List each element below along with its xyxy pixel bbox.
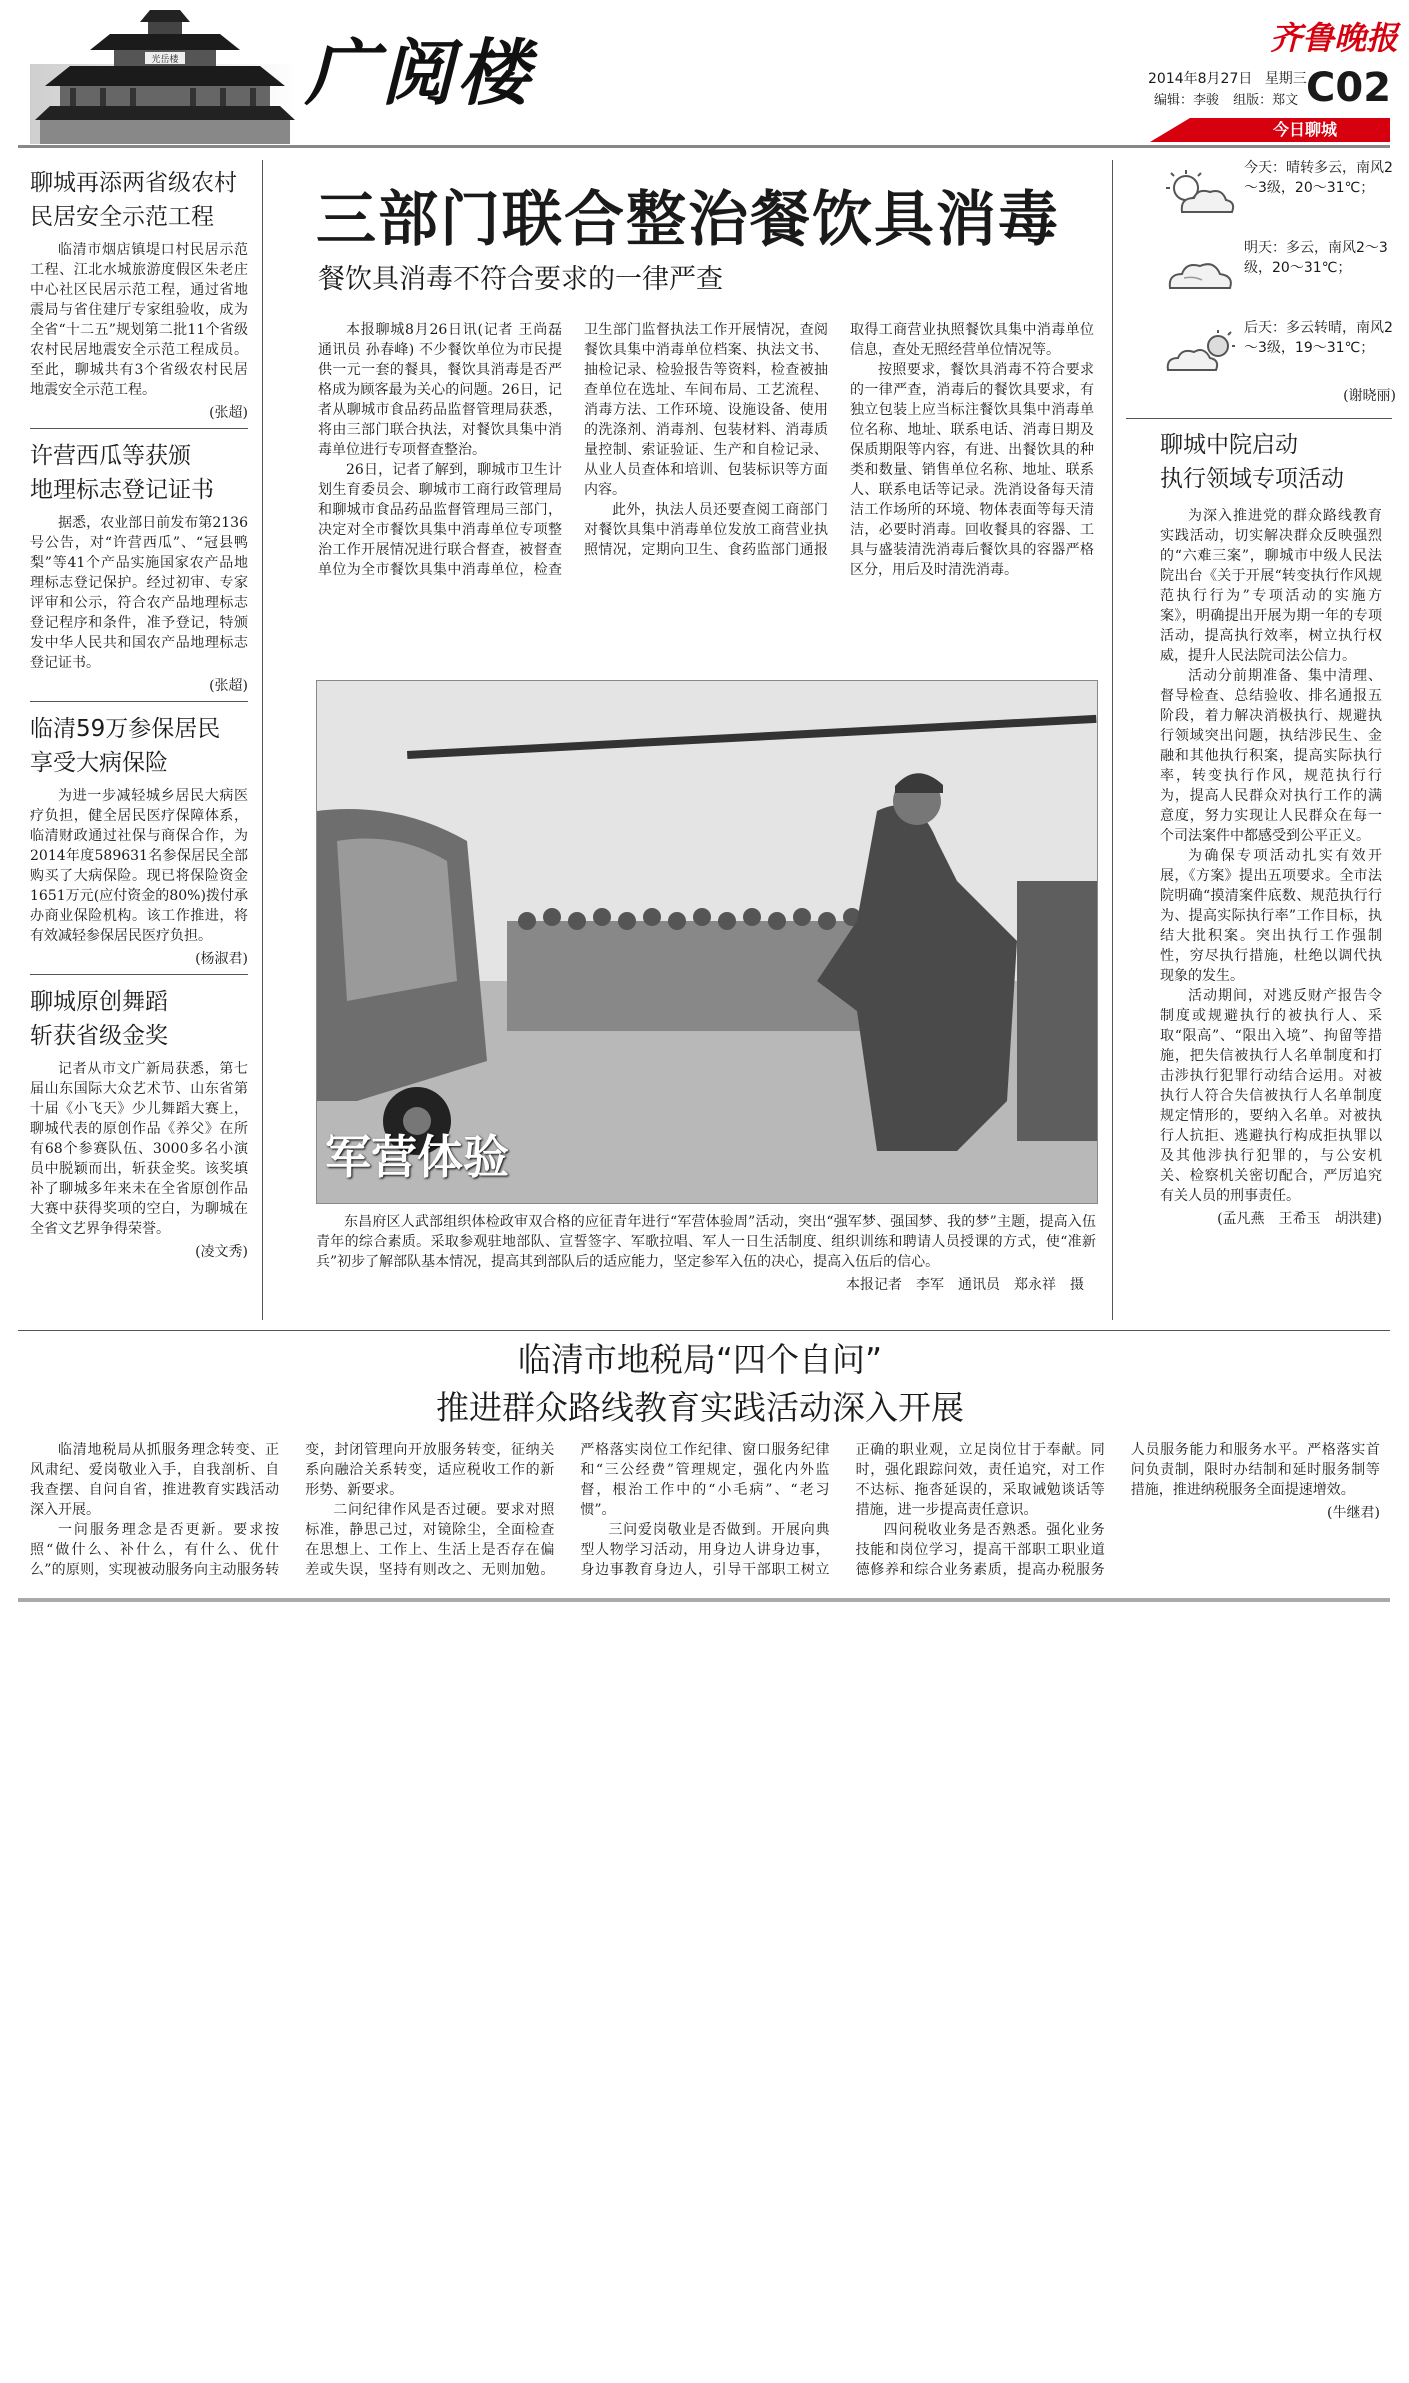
page-number: C02 (1306, 65, 1392, 111)
right-paragraph: 活动分前期准备、集中清理、督导检查、总结验收、排名通报五阶段，着力解决消极执行、规避执行领域突出问题，执结涉民生、金融和其他执行积案，提高实际执行率，转变执行作风，规范执行行为，提高人民群众对执行工作的满意度，努力实现让人民群众在每一个司法案件中都感受到公平正义。 (1160, 668, 1382, 844)
brief-body: 据悉，农业部日前发布第2136号公告，对“许营西瓜”、“冠县鸭梨”等41个产品实施国家农产品地理标志登记保护。经过初审、专家评审和公示，符合农产品地理标志登记程序和条件，准予登记，特颁发中华人民共和国农产品地理标志登记证书。 (30, 515, 248, 671)
brief-body: 为进一步减轻城乡居民大病医疗负担，健全居民医疗保障体系，临清财政通过社保与商保合作，为2014年度589631名参保居民全部购买了大病保险。现已将保险资金1651万元(应付资金的80%)拨付承办商业保险机构。该工作推进，将有效减轻参保居民医疗负担。 (30, 788, 248, 944)
weather-day-text: 后天：多云转晴，南风2～3级，19～31℃； (1244, 320, 1393, 356)
right-paragraph: 活动期间，对逃反财产报告令制度或规避执行的被执行人、采取“限高”、“限出入境”、拘留等措施，把失信被执行人名单制度和打击涉执行犯罪行动结合运用。对被执行人符合失信被执行人名单制度规定情形的，要纳入名单。对被执行人抗拒、逃避执行构成拒执罪以及其他涉执行犯罪的，与公安机关、检察机关密切配合，严厉追究有关人员的刑事责任。 (1160, 988, 1382, 1204)
photo-caption-title: 军营体验 (325, 1130, 509, 1184)
weather-day-text: 今天：晴转多云，南风2～3级，20～31℃； (1244, 160, 1393, 196)
newspaper-logo: 齐鲁晚报 (1270, 19, 1399, 57)
bottom-story-body (30, 1440, 1380, 1588)
tower-plaque (145, 52, 185, 65)
brief-item (30, 166, 248, 422)
brief-byline: (张超) (209, 678, 248, 694)
right-story-byline: (孟凡燕 王希玉 胡洪建) (1217, 1211, 1382, 1227)
right-paragraph: 为确保专项活动扎实有效开展，《方案》提出五项要求。全市法院明确“摸清案件底数、规范执行行为、提高实际执行率”工作目标，执结大批积案。突出执行工作强制性，穷尽执行措施，杜绝以调代执现象的发生。 (1160, 848, 1382, 984)
weather-day-text: 明天：多云，南风2～3级，20～31℃； (1244, 240, 1388, 276)
brief-item (30, 985, 248, 1261)
right-story-headline: 聊城中院启动 执行领域专项活动 (1160, 432, 1344, 492)
lead-paragraph: 26日，记者了解到，聊城市卫生计划生育委员会、聊城市工商行政管理局和聊城市食品药品监督管理局三部门，决定对全市餐饮具集中消毒单位专项整治工作开展情况进行联合督查，被督查单位为全市餐饮具集中消毒单位，检查卫生部门监督执法工作开展情况，查阅餐饮具集中消毒单位档案、执法文书、抽检记录、检验报告等资料，检查被抽查单位在选址、车间布局、工艺流程、消毒方法、工作环境、设施设备、使用的洗涤剂、消毒剂、包装材料、消毒质量控制、索证验证、生产和自检记录、从业人员查体和培训、包装标识等方面内容。 (318, 322, 828, 578)
brief-item (30, 439, 248, 695)
lead-paragraph: 此外，执法人员还要查阅工商部门对餐饮具集中消毒单位发放工商营业执照情况，定期向卫生、食药监部门通报取得工商营业执照餐饮具集中消毒单位信息，查处无照经营单位情况等。 (584, 322, 1094, 558)
left-column-divider (262, 160, 263, 1320)
bottom-paragraph: 二问纪律作风是否过硬。要求对照标准，静思己过，对镜除尘，全面检查在思想上、工作上、生活上是否存在偏差或失误，坚持有则改之、无则加勉。严格落实岗位工作纪律、窗口服务纪律和“三公经费”管理规定，强化内外监督，根治工作中的“小毛病”、“老习惯”。 (305, 1442, 830, 1578)
masthead (0, 0, 1409, 150)
left-briefs-column (30, 166, 248, 1261)
brief-headline: 聊城再添两省级农村 民居安全示范工程 (30, 170, 237, 230)
weather-panel (1160, 158, 1396, 408)
bottom-headline (200, 1336, 1200, 1432)
section-label: 今日聊城 (1272, 120, 1337, 139)
bottom-paragraph: 临清地税局从抓服务理念转变、正风肃纪、爱岗敬业入手，自我剖析、自我查摆、自问自省，推进教育实践活动深入开展。 (30, 1442, 280, 1518)
right-story (1160, 428, 1382, 1228)
right-paragraph: 为深入推进党的群众路线教育实践活动，切实解决群众反映强烈的“六难三案”，聊城市中级人民法院出台《关于开展“转变执行作风规范执行行为”专项活动的实施方案》，明确提出开展为期一年的专项活动，提高执行效率，树立执行权威，提升人民法院司法公信力。 (1160, 508, 1382, 664)
photo-credit: 本报记者 李军 通讯员 郑永祥 摄 (846, 1277, 1084, 1293)
brief-body: 记者从市文广新局获悉，第七届山东国际大众艺术节、山东省第十届《小飞天》少儿舞蹈大赛上，聊城代表的原创作品《养父》在所有68个参赛队伍、3000多名小演员中脱颖而出，斩获金奖。该奖填补了聊城多年来未在全省原创作品大赛中获得奖项的空白，为聊城在全省文艺界争得荣誉。 (30, 1061, 248, 1237)
brief-headline: 许营西瓜等获颁 地理标志登记证书 (30, 443, 214, 503)
section-banner (1150, 118, 1390, 142)
cloud-sun-icon (1164, 328, 1236, 378)
brief-body: 临清市烟店镇堤口村民居示范工程、江北水城旅游度假区朱老庄中心社区民居示范工程，通过省地震局与省住建厅专家组验收，成为全省“十二五”规划第二批11个省级农村民居地震安全示范工程成员。至此，聊城共有3个省级农村民居地震安全示范工程。 (30, 242, 248, 398)
header-rule (18, 145, 1390, 148)
column-title: 广阅楼 (305, 30, 534, 115)
lead-story-body (318, 320, 1094, 580)
lead-headline: 三部门联合整治餐饮具消毒 (316, 185, 1060, 255)
photo-caption (316, 1212, 1096, 1294)
cloudy-icon (1164, 248, 1236, 298)
lead-subheadline: 餐饮具消毒不符合要求的一律严查 (318, 264, 723, 295)
tower-illustration (30, 4, 300, 144)
bottom-paragraph: 三问爱岗敬业是否做到。开展向典型人物学习活动，用身边人讲身边事，身边事教育身边人，引导干部职工树立正确的职业观，立足岗位甘于奉献。同时，强化跟踪问效，责任追究，对工作不达标、拖沓延误的，采取诫勉谈话等措施，进一步提高责任意识。 (580, 1442, 1105, 1578)
bottom-paragraph: 四问税收业务是否熟悉。强化业务技能和岗位学习，提高干部职工职业道德修养和综合业务素质，提高办税服务人员服务能力和服务水平。严格落实首问负责制，限时办结制和延时服务制等措施，推进纳税服务全面提速增效。 (855, 1442, 1380, 1578)
lead-paragraph: 本报聊城8月26日讯(记者 王尚磊 通讯员 孙春峰) 不少餐饮单位为市民提供一元一套的餐具，餐饮具消毒是否严格成为顾客最为关心的问题。26日，记者从聊城市食品药品监督管理局获悉，将由三部门联合执法，对餐饮具集中消毒单位进行专项督查整治。 (318, 322, 562, 458)
lead-paragraph: 按照要求，餐饮具消毒不符合要求的一律严查，消毒后的餐饮具要求，有独立包装上应当标注餐饮具集中消毒单位名称、地址、联系电话、消毒日期及保质期限等内容，有进、出餐饮具的种类和数量、销售单位名称、地址、联系人、联系电话等记录。洗消设备每天清洁工作场所的环境、物体表面等每天清洁，必要时消毒。回收餐具的容器、工具与盛装清洗消毒后餐饮具的容器严格区分，用后及时清洗消毒。 (850, 362, 1094, 578)
partly-cloudy-sun-icon (1164, 168, 1236, 218)
brief-item (30, 712, 248, 968)
svg-text:光岳楼: 光岳楼 (151, 55, 179, 65)
brief-headline: 临清59万参保居民 享受大病保险 (30, 716, 221, 776)
bottom-headline-line: 临清市地税局“四个自问” (517, 1340, 883, 1379)
bottom-story-byline: (牛继君) (1327, 1505, 1380, 1521)
brief-headline: 聊城原创舞蹈 斩获省级金奖 (30, 989, 168, 1049)
footer-rule (18, 1598, 1390, 1602)
brief-byline: (张超) (209, 405, 248, 421)
issue-date: 2014年8月27日 (1148, 71, 1253, 87)
designer-credit: 组版：郑文 (1233, 93, 1299, 108)
military-photo-illustration (317, 681, 1097, 1203)
brief-byline: (凌文秀) (195, 1244, 248, 1260)
right-column-divider (1112, 160, 1113, 1320)
bottom-section-rule (18, 1330, 1390, 1331)
brief-byline: (杨淑君) (195, 951, 248, 967)
bottom-paragraph: 一问服务理念是否更新。要求按照“做什么、补什么，有什么、优什么”的原则，实现被动服务向主动服务转变，封闭管理向开放服务转变，征纳关系向融洽关系转变，适应税收工作的新形势、新要求。 (30, 1442, 555, 1578)
photo-caption-text: 东昌府区人武部组织体检政审双合格的应征青年进行“军营体验周”活动，突出“强军梦、强国梦、我的梦”主题，提高入伍青年的综合素质。采取参观驻地部队、宣誓签字、军歌拉唱、军人一日生活制度、组织训练和聘请人员授课的方式，使“准新兵”初步了解部队基本情况，提高其到部队后的适应能力，坚定参军入伍的决心，提高入伍后的信心。 (316, 1214, 1096, 1270)
issue-weekday: 星期三 (1264, 71, 1307, 87)
bottom-headline-line: 推进群众路线教育实践活动深入开展 (436, 1388, 964, 1427)
editor-credit: 编辑：李骏 (1154, 93, 1220, 108)
news-photo (316, 680, 1098, 1204)
weather-byline: (谢晓丽) (1343, 388, 1396, 404)
